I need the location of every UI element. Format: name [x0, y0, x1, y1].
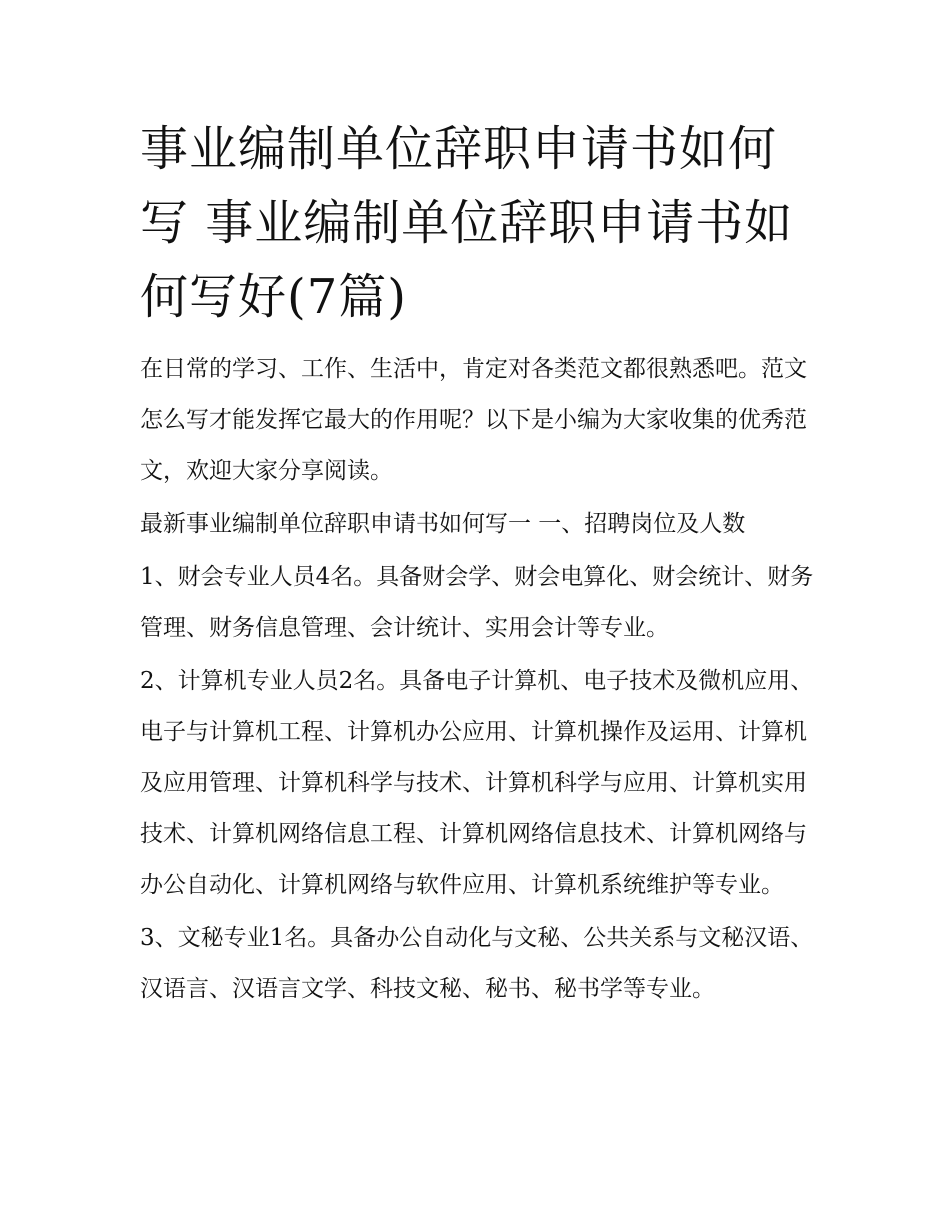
document-title: 事业编制单位辞职申请书如何写 事业编制单位辞职申请书如何写好(7篇): [140, 121, 794, 325]
computer-position-paragraph: 2、计算机专业人员2名。具备电子计算机、电子技术及微机应用、电子与计算机工程、计算机办公应用、计算机操作及运用、计算机及应用管理、计算机科学与技术、计算机科学与应用、计算机实用技术、计算机网络信息工程、计算机网络信息技术、计算机网络与办公自动化、计算机网络与软件应用、计算机系统维护等专业。: [140, 668, 814, 898]
intro-paragraph: 在日常的学习、工作、生活中，肯定对各类范文都很熟悉吧。范文怎么写才能发挥它最大的作用呢？以下是小编为大家收集的优秀范文，欢迎大家分享阅读。: [140, 356, 807, 484]
secretary-position-paragraph: 3、文秘专业1名。具备办公自动化与文秘、公共关系与文秘汉语、汉语言、汉语言文学、科技文秘、秘书、秘书学等专业。: [140, 925, 814, 1002]
section-heading-paragraph: 最新事业编制单位辞职申请书如何写一 一、招聘岗位及人数: [140, 511, 746, 537]
finance-position-paragraph: 1、财会专业人员4名。具备财会学、财会电算化、财会统计、财务管理、财务信息管理、会计统计、实用会计等专业。: [140, 564, 814, 641]
document-body: [140, 112, 820, 1017]
